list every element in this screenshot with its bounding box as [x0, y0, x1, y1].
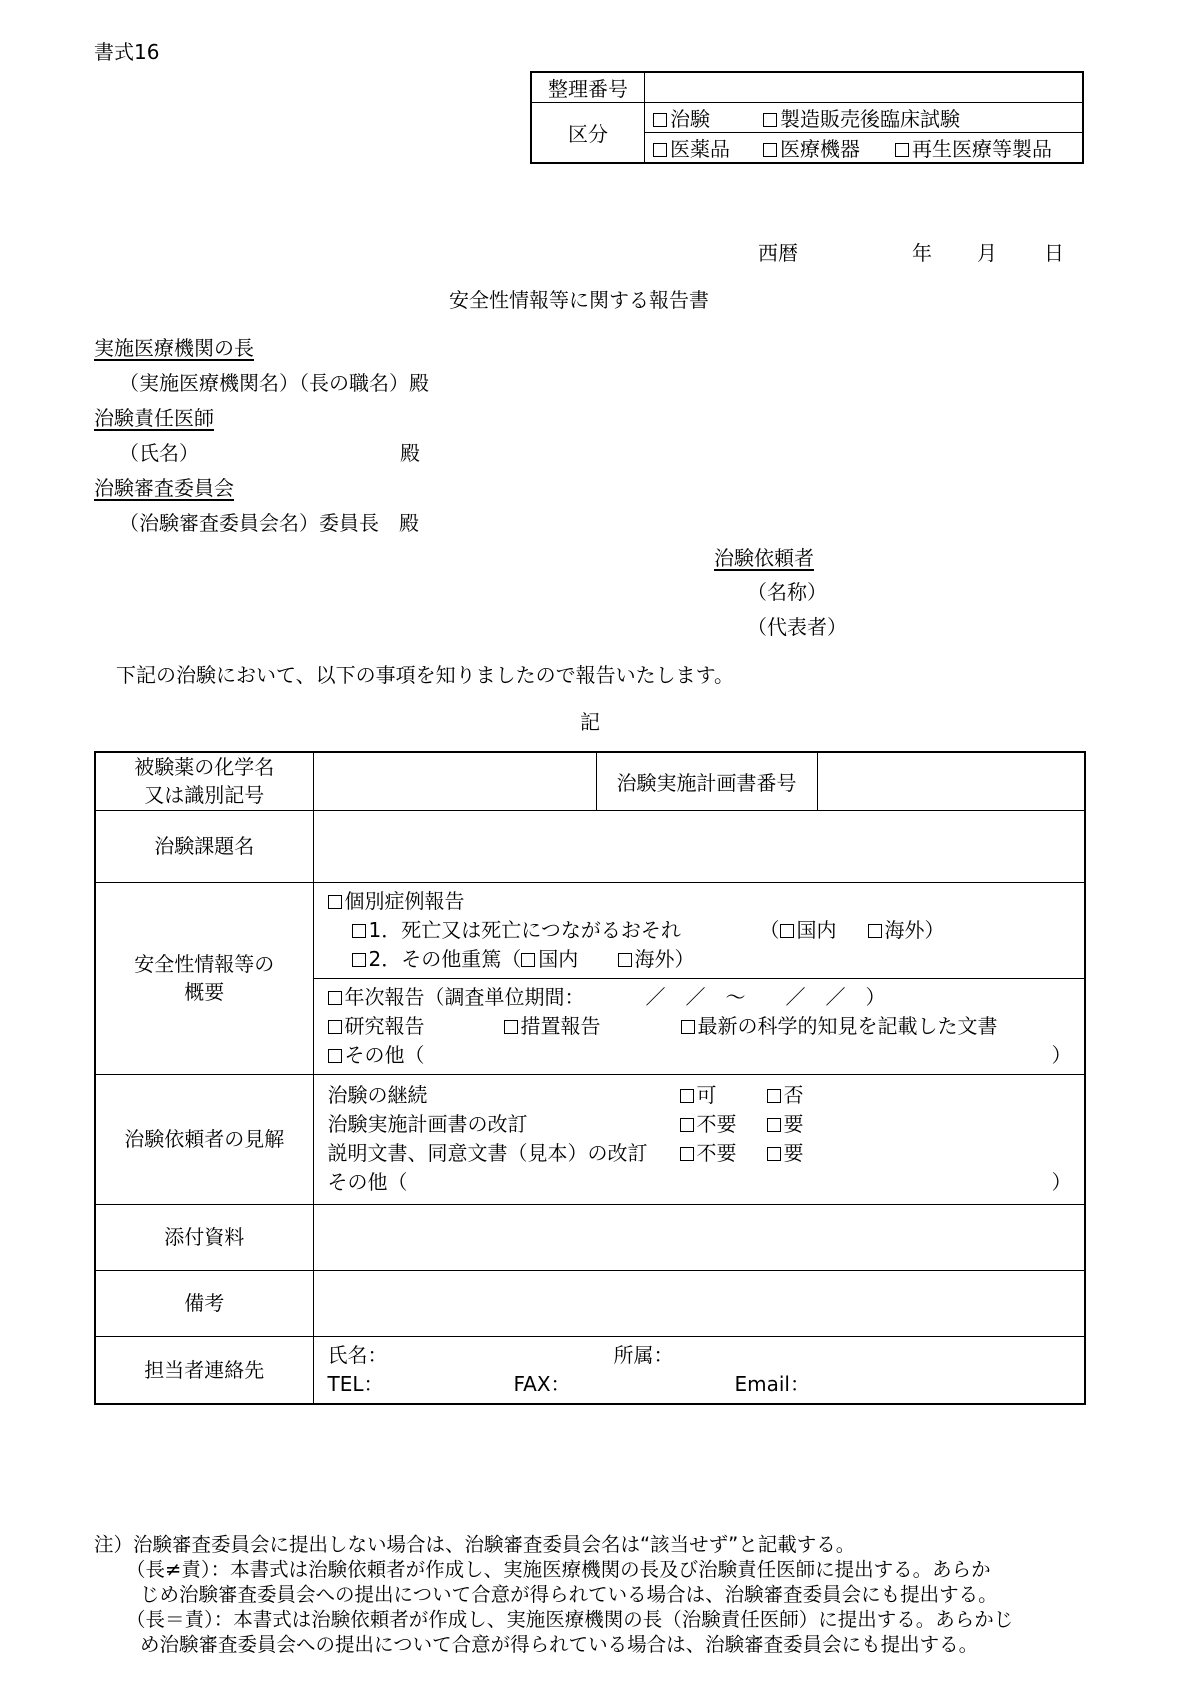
serious-domestic-label: 国内: [538, 946, 579, 971]
opinion-label: 治験依頼者の見解: [95, 1074, 313, 1204]
date-month: 月: [977, 241, 997, 265]
seiri-label: 整理番号: [531, 72, 645, 103]
sponsor-name-label: （名称）: [747, 580, 827, 604]
trial-title-label: 治験課題名: [95, 810, 313, 882]
sponsor-rep-label: （代表者）: [747, 615, 847, 639]
sponsor-heading: 治験依頼者: [714, 546, 814, 570]
document-title: 安全性情報等に関する報告書: [449, 288, 709, 312]
measure-report-label: 措置報告: [520, 1013, 601, 1038]
serious-domestic-checkbox[interactable]: [521, 953, 535, 967]
remarks-field[interactable]: [313, 1270, 1085, 1336]
drug-id-label: [95, 752, 313, 810]
icf-not-required-checkbox[interactable]: [680, 1147, 694, 1161]
addressee-suffix-investigator: 殿: [400, 441, 420, 465]
death-overseas-checkbox[interactable]: [868, 924, 882, 938]
opinion-cell: [313, 1074, 1085, 1204]
date-year: 年: [912, 241, 932, 265]
device-option: 医療機器: [780, 137, 860, 161]
contact-tel-label: TEL：: [327, 1371, 384, 1396]
continuation-no-checkbox[interactable]: [767, 1089, 781, 1103]
postmarketing-checkbox[interactable]: [763, 113, 777, 127]
measure-report-checkbox[interactable]: [504, 1020, 518, 1034]
death-domestic-checkbox[interactable]: [780, 924, 794, 938]
drug-id-field[interactable]: [313, 752, 596, 810]
summary-label: [95, 882, 313, 1074]
note-line-5: め治験審査委員会への提出について合意が得られている場合は、治験審査委員会にも提出する。: [140, 1633, 979, 1656]
addressee-heading-head: 実施医療機関の長: [94, 336, 254, 360]
date-day: 日: [1044, 241, 1064, 265]
contact-name-label: 氏名：: [327, 1342, 388, 1367]
icf-not-required-label: 不要: [696, 1141, 737, 1165]
annual-period: ／ ／ ～ ／ ／ ）: [645, 984, 886, 1009]
continuation-no-label: 否: [783, 1083, 804, 1107]
other-report-label: その他（: [344, 1042, 425, 1067]
protocol-no-field[interactable]: [817, 752, 1085, 810]
admin-box: [530, 71, 1084, 164]
individual-report-checkbox[interactable]: [328, 895, 342, 909]
kubun-row1: [645, 103, 1084, 133]
postmarketing-option: 製造販売後臨床試験: [780, 107, 960, 131]
death-checkbox[interactable]: [352, 924, 366, 938]
death-close-paren: ）: [924, 917, 945, 942]
kubun-label: 区分: [531, 103, 645, 164]
ki-label: 記: [580, 710, 600, 734]
drug-checkbox[interactable]: [653, 143, 667, 157]
serious-label: 2．その他重篤（: [368, 946, 522, 971]
protocol-no-label: 治験実施計画書番号: [596, 752, 817, 810]
research-report-label: 研究報告: [344, 1013, 425, 1038]
contact-fax-label: FAX：: [513, 1371, 571, 1396]
date-era: 西暦: [758, 241, 798, 265]
contact-label: 担当者連絡先: [95, 1336, 313, 1404]
kubun-row2: [645, 133, 1084, 164]
serious-close-paren: ）: [674, 946, 695, 971]
drug-id-label-line1: 被験薬の化学名: [134, 755, 275, 780]
continuation-yes-checkbox[interactable]: [680, 1089, 694, 1103]
note-line-1: 注）治験審査委員会に提出しない場合は、治験審査委員会名は“該当せず”と記載する。: [94, 1533, 856, 1556]
contact-cell: [313, 1336, 1085, 1404]
death-overseas-label: 海外: [884, 917, 925, 942]
annual-report-label: 年次報告（調査単位期間：: [344, 984, 585, 1009]
death-open-paren: （: [759, 917, 780, 942]
addressee-name-head: （実施医療機関名）（長の職名）殿: [119, 371, 429, 395]
opinion-other-close: ）: [1051, 1170, 1072, 1194]
attachments-field[interactable]: [313, 1204, 1085, 1270]
attachments-label: 添付資料: [95, 1204, 313, 1270]
device-checkbox[interactable]: [763, 143, 777, 157]
note-line-2: （長≠責）：本書式は治験依頼者が作成し、実施医療機関の長及び治験責任医師に提出する。あらか: [126, 1558, 991, 1581]
regenerative-checkbox[interactable]: [895, 143, 909, 157]
protocol-required-checkbox[interactable]: [767, 1118, 781, 1132]
protocol-not-required-checkbox[interactable]: [680, 1118, 694, 1132]
contact-email-label: Email：: [734, 1371, 810, 1396]
latest-knowledge-label: 最新の科学的知見を記載した文書: [697, 1013, 998, 1038]
icf-required-label: 要: [783, 1141, 804, 1165]
trial-option: 治験: [670, 107, 710, 131]
remarks-label: 備考: [95, 1270, 313, 1336]
continuation-yes-label: 可: [696, 1083, 717, 1107]
addressee-name-irb: （治験審査委員会名）委員長 殿: [119, 511, 419, 535]
report-table: [94, 751, 1086, 1405]
regenerative-option: 再生医療等製品: [912, 137, 1052, 161]
summary-label-line1: 安全性情報等の: [134, 952, 275, 976]
serious-checkbox[interactable]: [352, 953, 366, 967]
continuation-label: 治験の継続: [327, 1083, 428, 1107]
seiri-field[interactable]: [645, 72, 1084, 103]
annual-report-checkbox[interactable]: [328, 991, 342, 1005]
serious-overseas-checkbox[interactable]: [618, 953, 632, 967]
addressee-heading-irb: 治験審査委員会: [94, 476, 234, 500]
addressee-name-investigator: （氏名）: [119, 441, 199, 465]
individual-report-cell: [313, 882, 1085, 978]
other-report-close: ）: [1051, 1042, 1072, 1067]
drug-id-label-line2: 又は識別記号: [144, 783, 265, 808]
opinion-other-label: その他（: [327, 1170, 408, 1194]
serious-overseas-label: 海外: [634, 946, 675, 971]
latest-knowledge-checkbox[interactable]: [681, 1020, 695, 1034]
addressee-heading-investigator: 治験責任医師: [94, 406, 214, 430]
other-reports-cell: [313, 978, 1085, 1074]
intro-text: 下記の治験において、以下の事項を知りましたので報告いたします。: [116, 663, 734, 687]
icf-revision-label: 説明文書、同意文書（見本）の改訂: [327, 1141, 648, 1165]
form-number: 書式16: [94, 40, 160, 64]
protocol-revision-label: 治験実施計画書の改訂: [327, 1112, 528, 1136]
drug-option: 医薬品: [670, 137, 730, 161]
death-label: 1．死亡又は死亡につながるおそれ: [368, 917, 681, 942]
trial-checkbox[interactable]: [653, 113, 667, 127]
icf-required-checkbox[interactable]: [767, 1147, 781, 1161]
death-domestic-label: 国内: [796, 917, 837, 942]
individual-report-label: 個別症例報告: [344, 888, 465, 913]
research-report-checkbox[interactable]: [328, 1020, 342, 1034]
other-report-checkbox[interactable]: [328, 1049, 342, 1063]
summary-label-line2: 概要: [184, 980, 225, 1004]
note-line-3: じめ治験審査委員会への提出について合意が得られている場合は、治験審査委員会にも提出する。: [140, 1583, 998, 1606]
contact-affiliation-label: 所属：: [613, 1342, 674, 1367]
protocol-required-label: 要: [783, 1112, 804, 1136]
trial-title-field[interactable]: [313, 810, 1085, 882]
note-line-4: （長＝責）：本書式は治験依頼者が作成し、実施医療機関の長（治験責任医師）に提出する。あらかじ: [126, 1608, 1014, 1631]
protocol-not-required-label: 不要: [696, 1112, 737, 1136]
